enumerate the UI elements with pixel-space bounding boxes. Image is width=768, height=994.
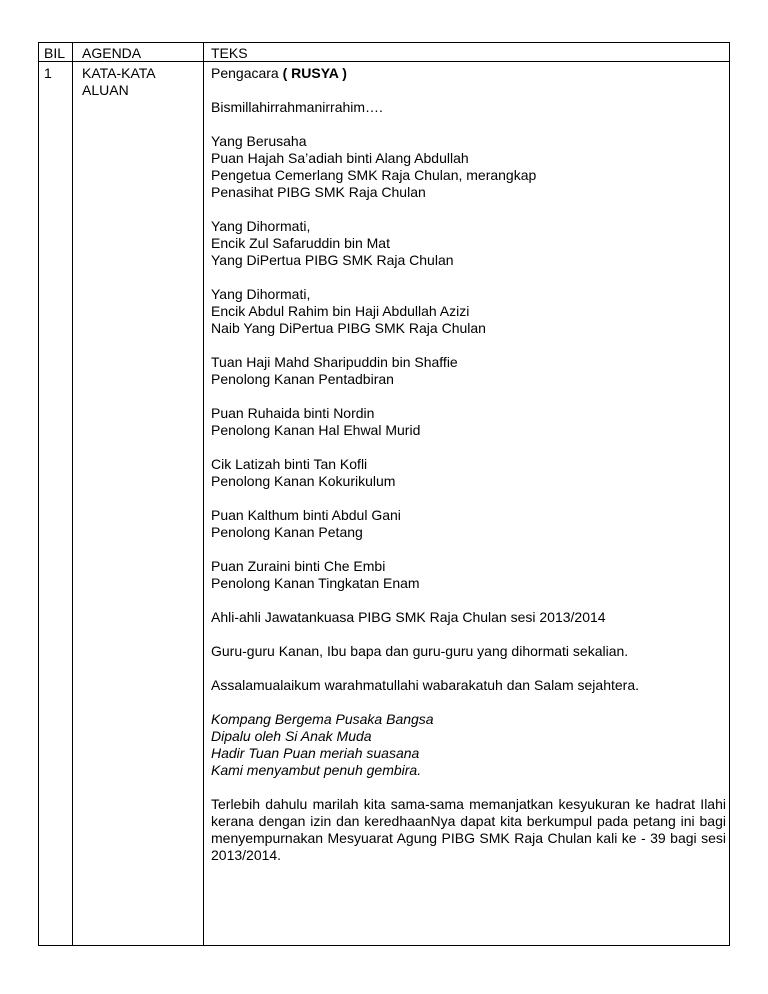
address-block-2	[211, 218, 726, 269]
address-block-6	[211, 456, 726, 490]
address-line: Yang Dihormati,	[211, 286, 311, 302]
address-line: Puan Zuraini binti Che Embi	[211, 558, 386, 574]
address-block-8	[211, 558, 726, 592]
address-line: Penolong Kanan Pentadbiran	[211, 371, 394, 387]
address-line: Cik Latizah binti Tan Kofli	[211, 456, 368, 472]
bismillah: Bismillahirrahmanirrahim….	[211, 99, 383, 115]
address-line: Penolong Kanan Hal Ehwal Murid	[211, 422, 421, 438]
address-line: Encik Zul Safaruddin bin Mat	[211, 235, 390, 251]
address-line: Encik Abdul Rahim bin Haji Abdullah Azizi	[211, 303, 470, 319]
address-block-4	[211, 354, 726, 388]
address-line: Penolong Kanan Petang	[211, 524, 363, 540]
pantun-line: Dipalu oleh Si Anak Muda	[211, 728, 372, 744]
ajk-line: Ahli-ahli Jawatankuasa PIBG SMK Raja Chulan sesi 2013/2014	[211, 609, 606, 625]
address-block-3	[211, 286, 726, 337]
address-line: Puan Ruhaida binti Nordin	[211, 405, 375, 421]
address-line: Penasihat PIBG SMK Raja Chulan	[211, 184, 426, 200]
row-bil: 1	[44, 65, 52, 81]
address-line: Penolong Kanan Tingkatan Enam	[211, 575, 420, 591]
pantun	[211, 711, 726, 779]
address-line: Yang Dihormati,	[211, 218, 311, 234]
header-agenda: AGENDA	[82, 45, 142, 61]
row-teks	[211, 65, 726, 864]
column-divider-agenda	[203, 43, 204, 945]
address-block-5	[211, 405, 726, 439]
address-block-1	[211, 133, 726, 201]
pantun-line: Kami menyambut penuh gembira.	[211, 762, 422, 778]
address-line: Penolong Kanan Kokurikulum	[211, 473, 396, 489]
closing-paragraph: Terlebih dahulu marilah kita sama-sama memanjatkan kesyukuran ke hadrat Ilahi kerana dengan izin dan keredhaanNya dapat kita berkumpul pada petang ini bagi menyempurnakan Mesyuarat Agung PIBG SMK Raja Chulan kali ke - 39 bagi sesi 2013/2014.	[211, 796, 726, 863]
address-block-7	[211, 507, 726, 541]
address-line: Puan Kalthum binti Abdul Gani	[211, 507, 401, 523]
address-line: Puan Hajah Sa’adiah binti Alang Abdullah	[211, 150, 469, 166]
column-divider-bil	[72, 43, 73, 945]
address-line: Naib Yang DiPertua PIBG SMK Raja Chulan	[211, 320, 486, 336]
pengacara-name: ( RUSYA )	[282, 65, 347, 81]
agenda-table	[38, 42, 730, 946]
address-line: Yang Berusaha	[211, 133, 307, 149]
header-teks: TEKS	[211, 45, 248, 61]
address-line: Pengetua Cemerlang SMK Raja Chulan, merangkap	[211, 167, 537, 183]
agenda-line-2: ALUAN	[82, 82, 129, 98]
pengacara-prefix: Pengacara	[211, 65, 283, 81]
address-line: Tuan Haji Mahd Sharipuddin bin Shaffie	[211, 354, 458, 370]
guru-line: Guru-guru Kanan, Ibu bapa dan guru-guru yang dihormati sekalian.	[211, 643, 629, 659]
address-line: Yang DiPertua PIBG SMK Raja Chulan	[211, 252, 454, 268]
row-agenda	[82, 65, 202, 99]
agenda-line-1: KATA-KATA	[82, 65, 156, 81]
pantun-line: Hadir Tuan Puan meriah suasana	[211, 745, 420, 761]
salam-line: Assalamualaikum warahmatullahi wabarakatuh dan Salam sejahtera.	[211, 677, 640, 693]
pantun-line: Kompang Bergema Pusaka Bangsa	[211, 711, 434, 727]
header-bil: BIL	[44, 45, 66, 61]
pengacara-line	[211, 65, 726, 82]
